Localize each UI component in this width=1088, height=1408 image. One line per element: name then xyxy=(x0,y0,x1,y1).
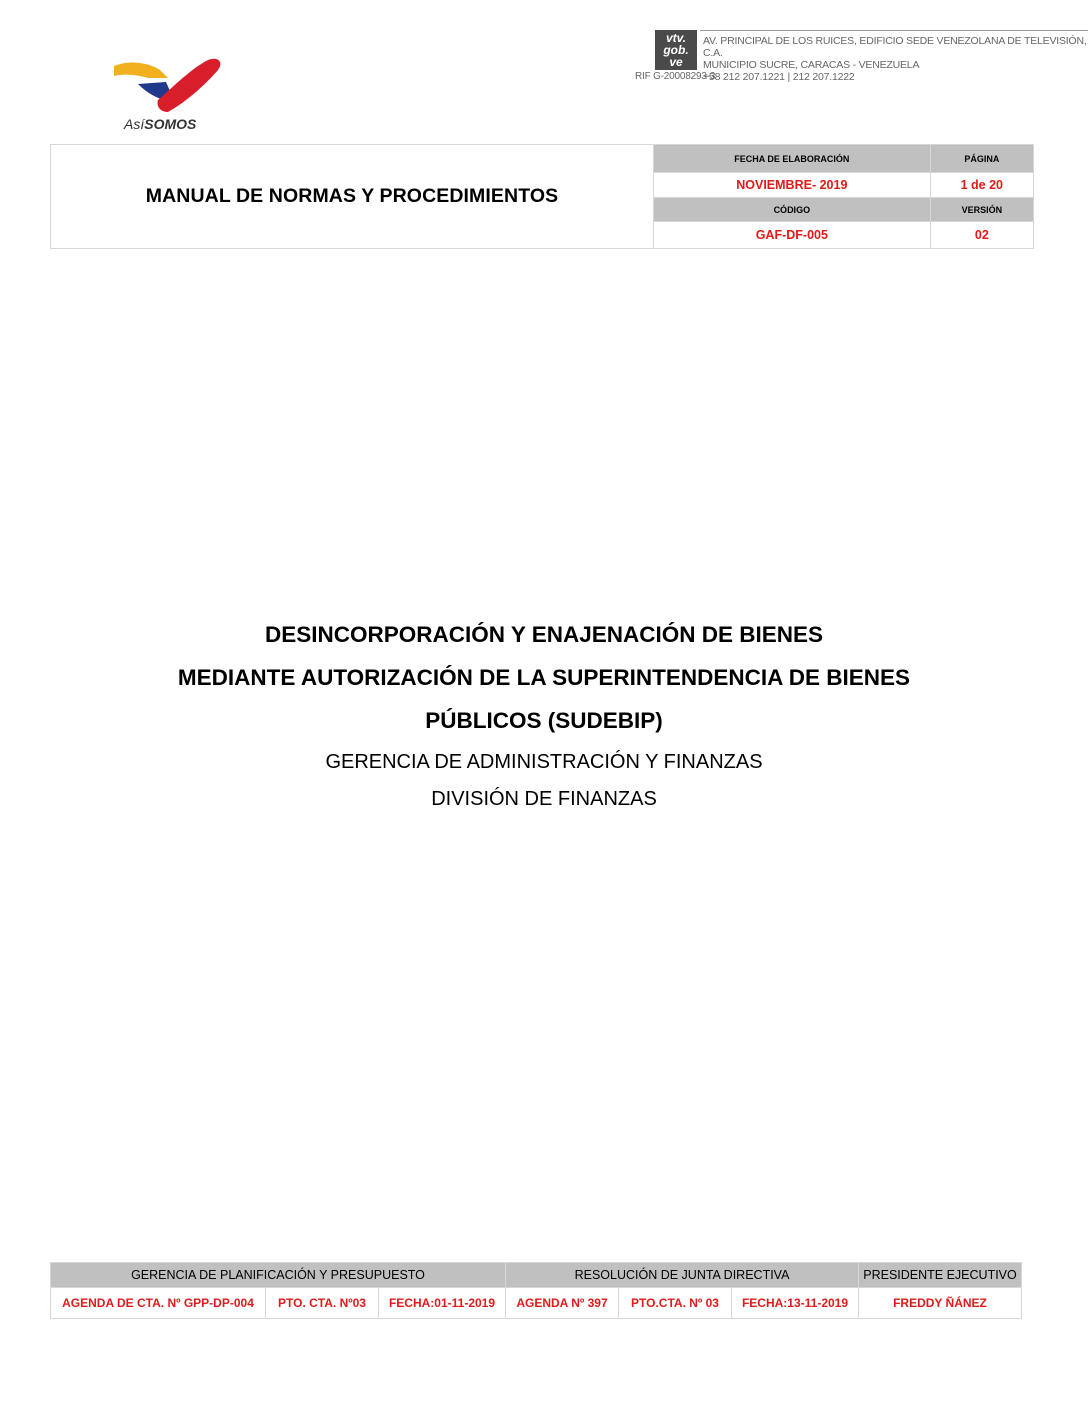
planificacion-label: GERENCIA DE PLANIFICACIÓN Y PRESUPUESTO xyxy=(51,1263,506,1288)
pagina-value: 1 de 20 xyxy=(930,173,1033,198)
pto-junta-value: PTO.CTA. Nº 03 xyxy=(619,1288,732,1319)
version-value: 02 xyxy=(930,222,1033,249)
division-name: DIVISIÓN DE FINANZAS xyxy=(431,788,657,810)
gerencia-name: GERENCIA DE ADMINISTRACIÓN Y FINANZAS xyxy=(325,751,763,773)
agenda-junta-value: AGENDA Nº 397 xyxy=(506,1288,619,1319)
vtv-badge: vtv. gob. ve xyxy=(655,30,697,70)
fecha-cta-value: FECHA:01-11-2019 xyxy=(379,1288,506,1319)
presidente-label: PRESIDENTE EJECUTIVO xyxy=(859,1263,1022,1288)
fecha-value: NOVIEMBRE- 2019 xyxy=(654,173,931,198)
agenda-cta-value: AGENDA DE CTA. Nº GPP-DP-004 xyxy=(51,1288,266,1319)
approval-table xyxy=(50,1262,1022,1319)
codigo-label: CÓDIGO xyxy=(654,198,931,222)
header-rule xyxy=(700,30,1088,31)
resolucion-label: RESOLUCIÓN DE JUNTA DIRECTIVA xyxy=(506,1263,859,1288)
manual-title: MANUAL DE NORMAS Y PROCEDIMIENTOS xyxy=(51,145,654,249)
logo-text: AsíSOMOS xyxy=(124,116,197,132)
version-label: VERSIÓN xyxy=(930,198,1033,222)
pto-cta-value: PTO. CTA. Nº03 xyxy=(266,1288,379,1319)
vtv-rif: RIF G-20008293-3 xyxy=(635,71,716,82)
presidente-value: FREDDY ÑÁNEZ xyxy=(859,1288,1022,1319)
fecha-label: FECHA DE ELABORACIÓN xyxy=(654,145,931,173)
fecha-junta-value: FECHA:13-11-2019 xyxy=(732,1288,859,1319)
pagina-label: PÁGINA xyxy=(930,145,1033,173)
document-title-line3: PÚBLICOS (SUDEBIP) xyxy=(425,708,663,733)
vtv-address: AV. PRINCIPAL DE LOS RUICES, EDIFICIO SEDE VENEZOLANA DE TELEVISIÓN, C.A. MUNICIPIO SUCRE, CARACAS - VENEZUELA +58 212 207.1221 | 212 207.1222 xyxy=(703,35,1087,83)
header-table xyxy=(50,144,1034,249)
document-title-line1: DESINCORPORACIÓN Y ENAJENACIÓN DE BIENES xyxy=(264,622,824,647)
codigo-value: GAF-DF-005 xyxy=(654,222,931,249)
document-title-line2: MEDIANTE AUTORIZACIÓN DE LA SUPERINTENDENCIA DE BIENES xyxy=(177,665,911,690)
